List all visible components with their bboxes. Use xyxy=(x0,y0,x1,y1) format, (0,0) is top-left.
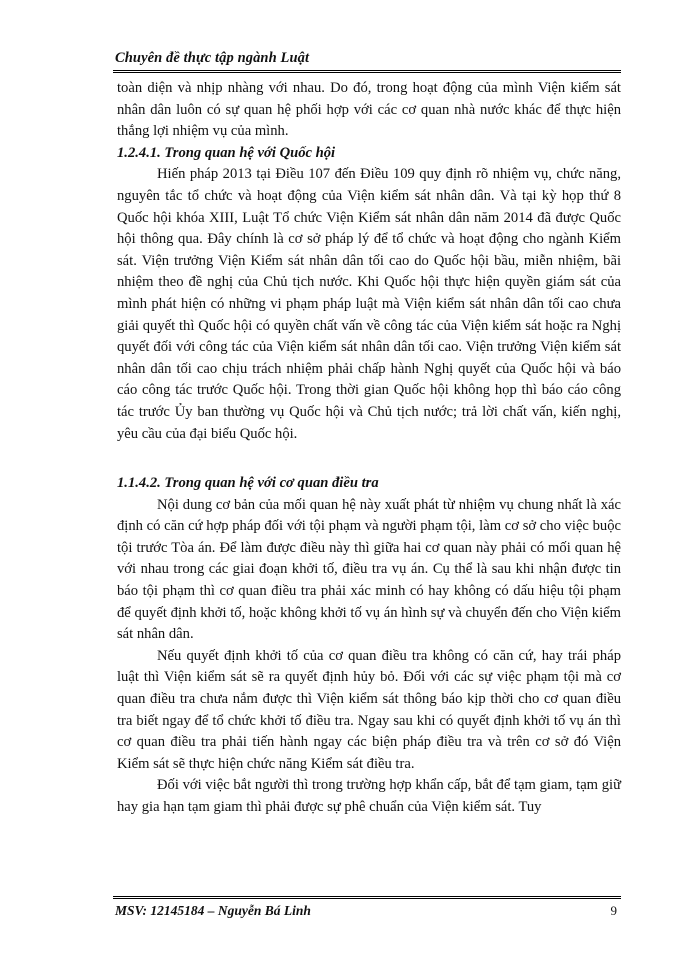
section-heading-co-quan-dieu-tra: 1.1.4.2. Trong quan hệ với cơ quan điều tra xyxy=(117,475,379,492)
page-number: 9 xyxy=(610,903,617,918)
section-heading-quoc-hoi: 1.2.4.1. Trong quan hệ với Quốc hội xyxy=(117,144,336,161)
paragraph-quoc-hoi: Hiến pháp 2013 tại Điều 107 đến Điều 109 quy định rõ nhiệm vụ, chức năng, nguyên tắc tổ chức và hoạt động của Viện kiểm sát nhân dân. Và tại kỳ họp thứ 8 Quốc hội khóa XIII, Luật Tổ chức Viện Kiểm sát nhân dân năm 2014 đã được Quốc hội thông qua. Đây chính là cơ sở pháp lý để tổ chức và hoạt động cho ngành Kiểm sát. Viện trưởng Viện Kiểm sát nhân dân tối cao do Quốc hội bầu, miễn nhiệm, bãi nhiệm theo đề nghị của Chủ tịch nước. Khi Quốc hội thực hiện quyền giám sát của mình phát hiện có những vi phạm pháp luật mà Viện kiểm sát nhân dân tối cao chưa giải quyết thì Quốc hội có quyền chất vấn về công tác của Viện kiểm sát hoặc ra Nghị quyết đối với công tác của Viện kiểm sát nhân dân tối cao. Viện trưởng Viện kiểm sát nhân dân tối cao chịu trách nhiệm phải chấp hành Nghị quyết của Quốc hội và báo cáo công tác trước Quốc hội. Trong thời gian Quốc hội không họp thì báo cáo công tác trước Ủy ban thường vụ Quốc hội và Chủ tịch nước; trả lời chất vấn, kiến nghị, yêu cầu của đại biểu Quốc hội. xyxy=(117,166,621,442)
document-body xyxy=(117,78,621,819)
page-header xyxy=(113,48,621,73)
paragraph-dieu-tra-1: Nội dung cơ bản của mối quan hệ này xuất phát từ nhiệm vụ chung nhất là xác định có căn cứ hợp pháp đối với tội phạm và người phạm tội, làm cơ sở cho việc buộc tội trước Tòa án. Để làm được điều này thì giữa hai cơ quan này phải có mối quan hệ với nhau trong các giai đoạn khởi tố, điều tra vụ án. Cụ thể là sau khi nhận được tin báo tội phạm thì cơ quan điều tra phải xác minh có hay không có dấu hiệu tội phạm để quyết định khởi tố, hoặc không khởi tố vụ án hình sự và chuyển đến cho Viện kiểm sát nhân dân. xyxy=(117,496,621,643)
page-footer xyxy=(113,896,621,919)
footer-student-id: MSV: 12145184 – Nguyễn Bá Linh xyxy=(115,903,311,918)
intro-paragraph: toàn diện và nhịp nhàng với nhau. Do đó, trong hoạt động của mình Viện kiểm sát nhân dân luôn có sự quan hệ phối hợp với các cơ quan nhà nước khác để thực hiện thắng lợi nhiệm vụ của mình. xyxy=(117,80,621,140)
section-spacer xyxy=(117,445,621,473)
paragraph-dieu-tra-2: Nếu quyết định khởi tố của cơ quan điều tra không có căn cứ, hay trái pháp luật thì Viện kiểm sát sẽ ra quyết định hủy bỏ. Đối với các sự việc phạm tội mà cơ quan điều tra chưa nắm được thì Viện kiểm sát thông báo kịp thời cho cơ quan điều tra biết ngay để tổ chức khởi tố điều tra. Ngay sau khi có quyết định khởi tố vụ án thì cơ quan điều tra phải tiến hành ngay các biện pháp điều tra và trên cơ sở đó Viện Kiểm sát sẽ thực hiện chức năng Kiểm sát điều tra. xyxy=(117,647,621,772)
paragraph-dieu-tra-3: Đối với việc bắt người thì trong trường hợp khẩn cấp, bắt để tạm giam, tạm giữ hay gia hạn tạm giam thì phải được sự phê chuẩn của Viện kiểm sát. Tuy xyxy=(117,777,621,815)
header-title: Chuyên đề thực tập ngành Luật xyxy=(115,50,310,66)
